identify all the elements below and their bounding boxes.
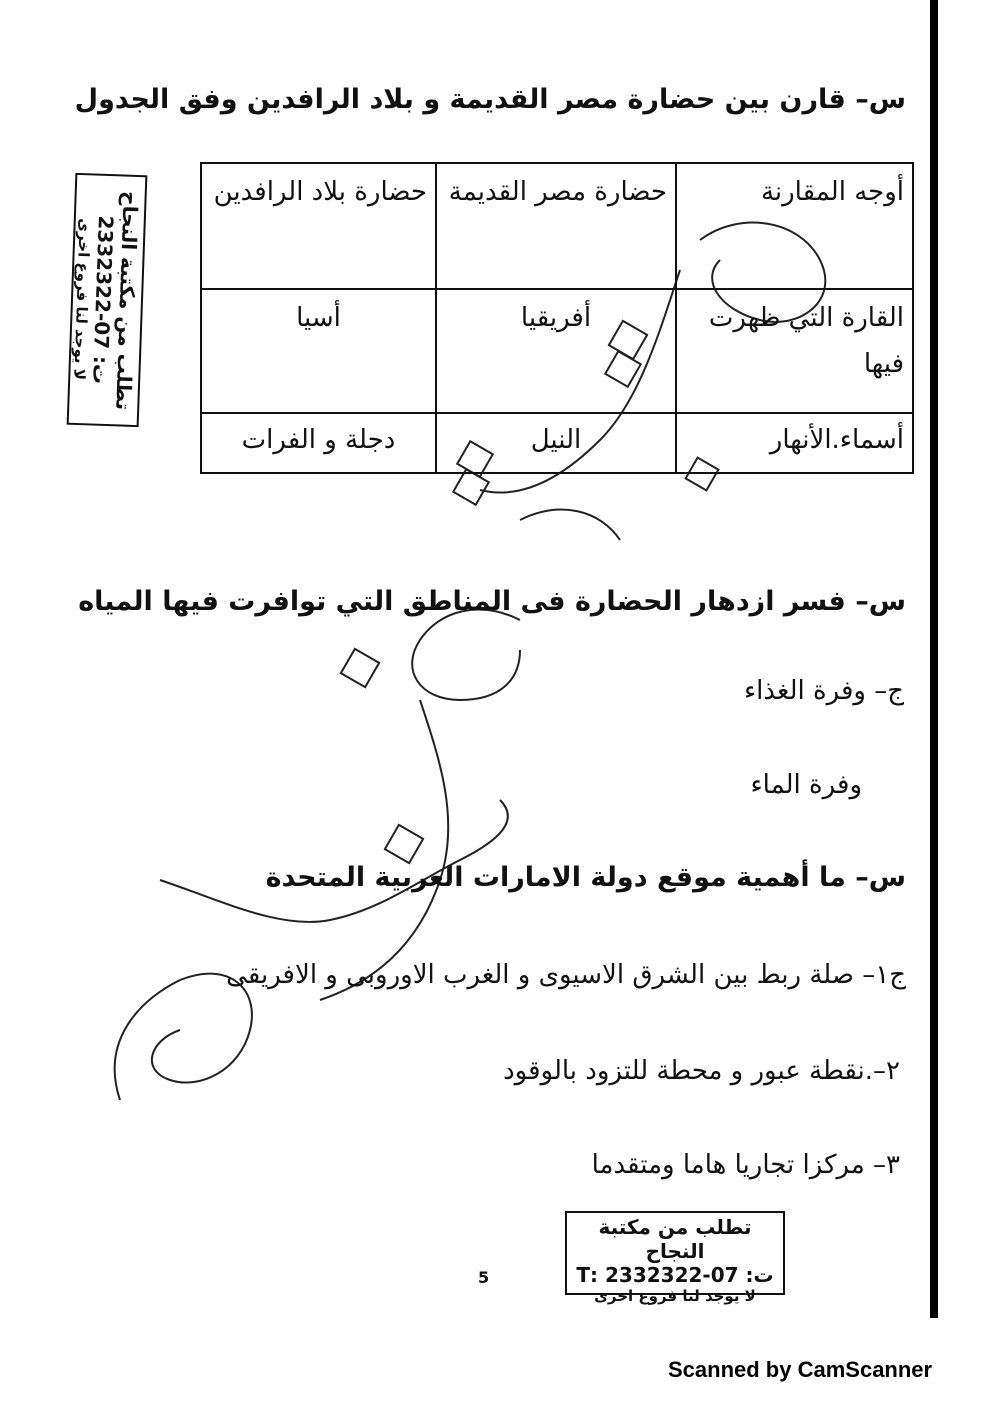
table-header-row: [201, 163, 913, 289]
answer-trade-center: ٣– مركزا تجاريا هاما ومتقدما: [591, 1150, 900, 1180]
table-row: [201, 289, 913, 413]
stamp-bottom-title: تطلب من مكتبة النجاح: [598, 1215, 752, 1263]
header-egypt: حضارة مصر القديمة: [436, 163, 676, 289]
answer-water-abundance: وفرة الماء: [750, 770, 862, 800]
row-continent-mesopotamia: أسيا: [201, 289, 436, 413]
row-continent-label: القارة التي ظهرت فيها: [676, 289, 913, 413]
question-explain-water: س– فسر ازدهار الحضارة فى المناطق التي توافرت فيها المياه: [78, 586, 906, 617]
page-edge-bar: [930, 0, 938, 1318]
row-continent-egypt: أفريقيا: [436, 289, 676, 413]
stamp-left-title: تطلب من مكتبة النجاح: [111, 190, 143, 411]
page-number: 5: [478, 1268, 490, 1287]
scanner-footer: Scanned by CamScanner: [668, 1357, 933, 1382]
row-rivers-label: أسماء.الأنهار: [676, 413, 913, 473]
stamp-bottom-note: لا يوجد لنا فروع اخرى: [594, 1287, 756, 1305]
stamp-bottom-phone: ت: 07-2332322 :T: [576, 1263, 774, 1287]
answer-link-east-west: ج١– صلة ربط بين الشرق الاسيوى و الغرب الاوروبى و الافريقى: [226, 960, 906, 990]
row-rivers-egypt: النيل: [436, 413, 676, 473]
row-rivers-mesopotamia: دجلة و الفرات: [201, 413, 436, 473]
stamp-left-phone: ت: 07-2332322: [88, 215, 118, 385]
answer-transit-point: ٢–.نقطة عبور و محطة للتزود بالوقود: [503, 1056, 900, 1086]
table-row: [201, 413, 913, 473]
question-uae-location: س– ما أهمية موقع دولة الامارات العربية المتحدة: [265, 862, 906, 893]
answer-food-abundance: ج– وفرة الغذاء: [743, 676, 904, 706]
stamp-left-note: لا يوجد لنا فروع اخرى: [70, 218, 94, 381]
question-compare-civilizations: س– قارن بين حضارة مصر القديمة و بلاد الرافدين وفق الجدول: [74, 84, 906, 115]
header-mesopotamia: حضارة بلاد الرافدين: [201, 163, 436, 289]
bookshop-stamp-bottom: [565, 1211, 785, 1305]
comparison-table: [200, 162, 914, 474]
bookshop-stamp-left: [67, 173, 148, 427]
header-aspect: أوجه المقارنة: [676, 163, 913, 289]
